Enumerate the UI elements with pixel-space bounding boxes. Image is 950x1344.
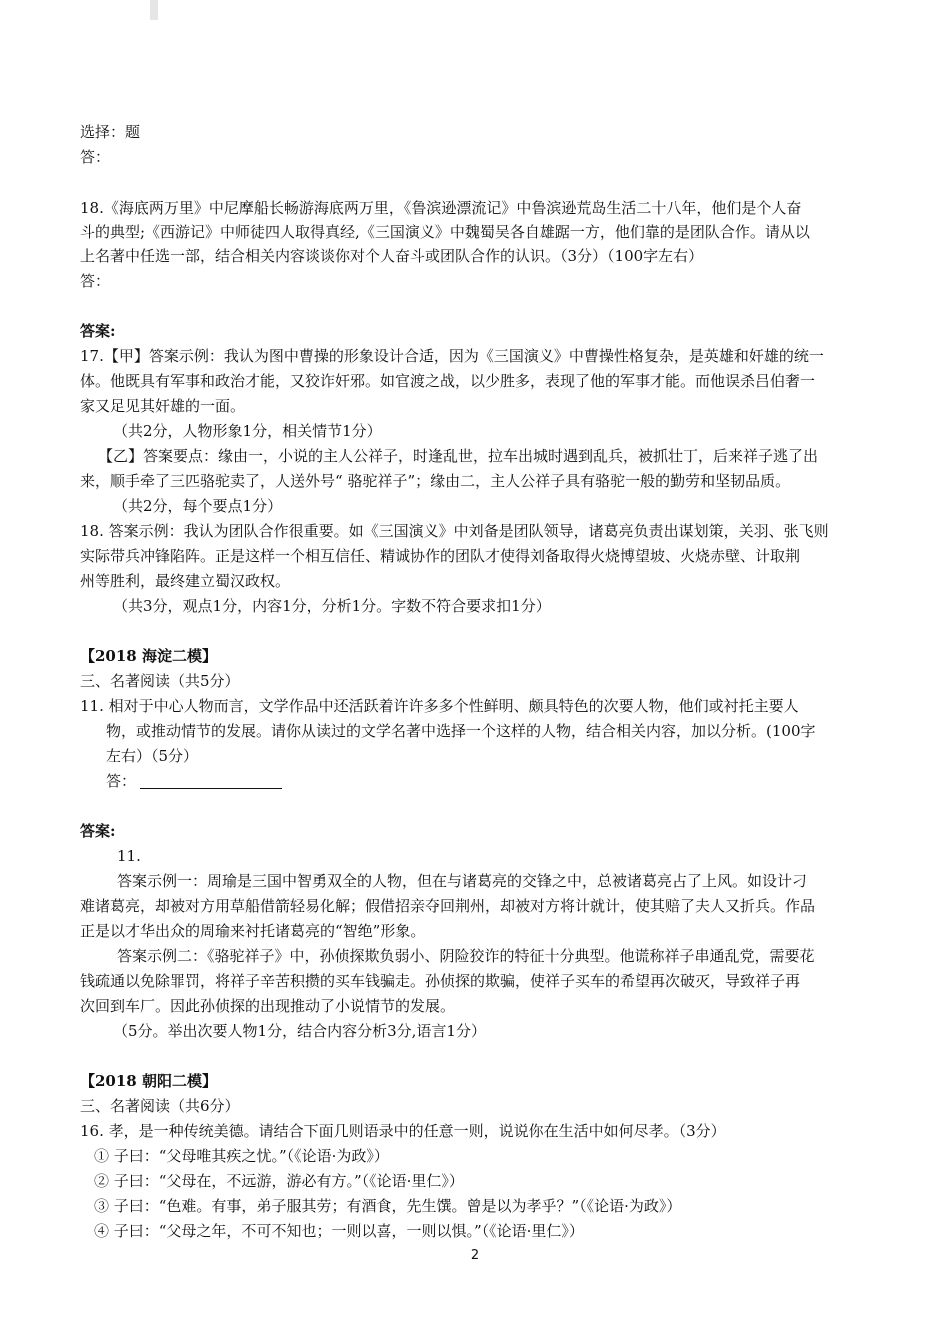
answer-17-jia-line-3: 家又足见其奸雄的一面。 (80, 397, 246, 415)
answer-11-example1-line-3: 正是以才华出众的周瑜来衬托诸葛亮的“智绝”形象。 (80, 922, 426, 940)
answer-11-example2-line-3: 次回到车厂。因此孙侦探的出现推动了小说情节的发展。 (80, 997, 456, 1015)
section-title-haidian: 【2018 海淀二模】 (80, 647, 217, 665)
answer-18-line-1: 18. 答案示例：我认为团队合作很重要。如《三国演义》中刘备是团队领导，诸葛亮负责出谋划策，关羽、张飞则 (80, 522, 829, 540)
section-title-chaoyang: 【2018 朝阳二模】 (80, 1072, 217, 1090)
answers-heading: 答案: (80, 822, 116, 840)
answer-11-example2-line-2: 钱疏通以免除罪罚，将祥子辛苦积攒的买车钱骗走。孙侦探的欺骗，使祥子买车的希望再次破灭，导致祥子再 (80, 972, 801, 990)
answer-line (106, 770, 282, 792)
answer-17-yi-line-1: 【乙】答案要点：缘由一，小说的主人公祥子，时逢乱世，拉车出城时遇到乱兵，被抓壮丁，后来祥子逃了出 (98, 447, 819, 465)
answer-blank (140, 773, 282, 789)
answer-18-line-2: 实际带兵冲锋陷阵。正是这样一个相互信任、精诚协作的团队才使得刘备取得火烧博望坡、火烧赤壁、计取荆 (80, 547, 801, 565)
question-11-line-2: 物，或推动情节的发展。请你从读过的文学名著中选择一个这样的人物，结合相关内容，加以分析。(100字 (106, 722, 816, 740)
question-16: 16. 孝，是一种传统美德。请结合下面几则语录中的任意一则，说说你在生活中如何尽孝。（3分） (80, 1122, 726, 1140)
answer-17-yi-line-2: 来，顺手牵了三匹骆驼卖了，人送外号“ 骆驼祥子”；缘由二，主人公祥子具有骆驼一般的勤劳和坚韧品质。 (80, 472, 791, 490)
scan-mark (150, 0, 158, 20)
answer-prompt: 答： (80, 272, 111, 290)
quote-3: ③ 子曰：“色难。有事，弟子服其劳；有酒食，先生馔。曾是以为孝乎？”（《论语·为政》） (94, 1197, 682, 1215)
answer-prompt: 答： (106, 772, 137, 790)
section-heading: 三、名著阅读（共5分） (80, 672, 240, 690)
question-18-line-2: 斗的典型;《西游记》中师徒四人取得真经,《三国演义》中魏蜀吴各自雄踞一方，他们靠的是团队合作。请从以 (80, 223, 810, 241)
choice-line: 选择：题 (80, 123, 141, 141)
score-note: （共2分，每个要点1分） (113, 497, 283, 515)
quote-1: ① 子曰：“父母唯其疾之忧。”（《论语·为政》） (94, 1147, 389, 1165)
quote-2: ② 子曰：“父母在，不远游，游必有方。”（《论语·里仁》） (94, 1172, 464, 1190)
answer-11-example2-line-1: 答案示例二：《骆驼祥子》中，孙侦探欺负弱小、阴险狡诈的特征十分典型。他谎称祥子串通乱党，需要花 (117, 947, 815, 965)
answer-prompt: 答： (80, 148, 111, 166)
answer-11-number: 11. (117, 847, 141, 865)
score-note: （5分。举出次要人物1分，结合内容分析3分,语言1分） (113, 1022, 486, 1040)
section-heading: 三、名著阅读（共6分） (80, 1097, 240, 1115)
answer-17-jia-line-2: 体。他既具有军事和政治才能，又狡诈奸邪。如官渡之战，以少胜多，表现了他的军事才能。而他误杀吕伯奢一 (80, 372, 816, 390)
answers-heading: 答案: (80, 322, 116, 340)
answer-11-example1-line-1: 答案示例一：周瑜是三国中智勇双全的人物，但在与诸葛亮的交锋之中，总被诸葛亮占了上风。如设计刁 (117, 872, 808, 890)
page-number: 2 (470, 1248, 480, 1263)
answer-17-jia-line-1: 17.【甲】答案示例：我认为图中曹操的形象设计合适，因为《三国演义》中曹操性格复杂，是英雄和奸雄的统一 (80, 347, 824, 365)
question-11-line-3: 左右）（5分） (106, 747, 199, 765)
score-note: （共3分，观点1分，内容1分，分析1分。字数不符合要求扣1分） (113, 597, 551, 615)
question-18-line-3: 上名著中任选一部，结合相关内容谈谈你对个人奋斗或团队合作的认识。（3分）（100字左右） (80, 247, 704, 265)
answer-11-example1-line-2: 难诸葛亮，却被对方用草船借箭轻易化解；假借招亲夺回荆州，却被对方将计就计，使其赔了夫人又折兵。作品 (80, 897, 816, 915)
score-note: （共2分，人物形象1分，相关情节1分） (113, 422, 382, 440)
answer-18-line-3: 州等胜利，最终建立蜀汉政权。 (80, 572, 291, 590)
quote-4: ④ 子曰：“父母之年，不可不知也；一则以喜，一则以惧。”（《论语·里仁》） (94, 1222, 584, 1240)
question-18-line-1: 18.《海底两万里》中尼摩船长畅游海底两万里，《鲁滨逊漂流记》中鲁滨逊荒岛生活二十八年，他们是个人奋 (80, 199, 802, 217)
question-11-line-1: 11. 相对于中心人物而言，文学作品中还活跃着许许多多个性鲜明、颇具特色的次要人物，他们或衬托主要人 (80, 697, 799, 715)
